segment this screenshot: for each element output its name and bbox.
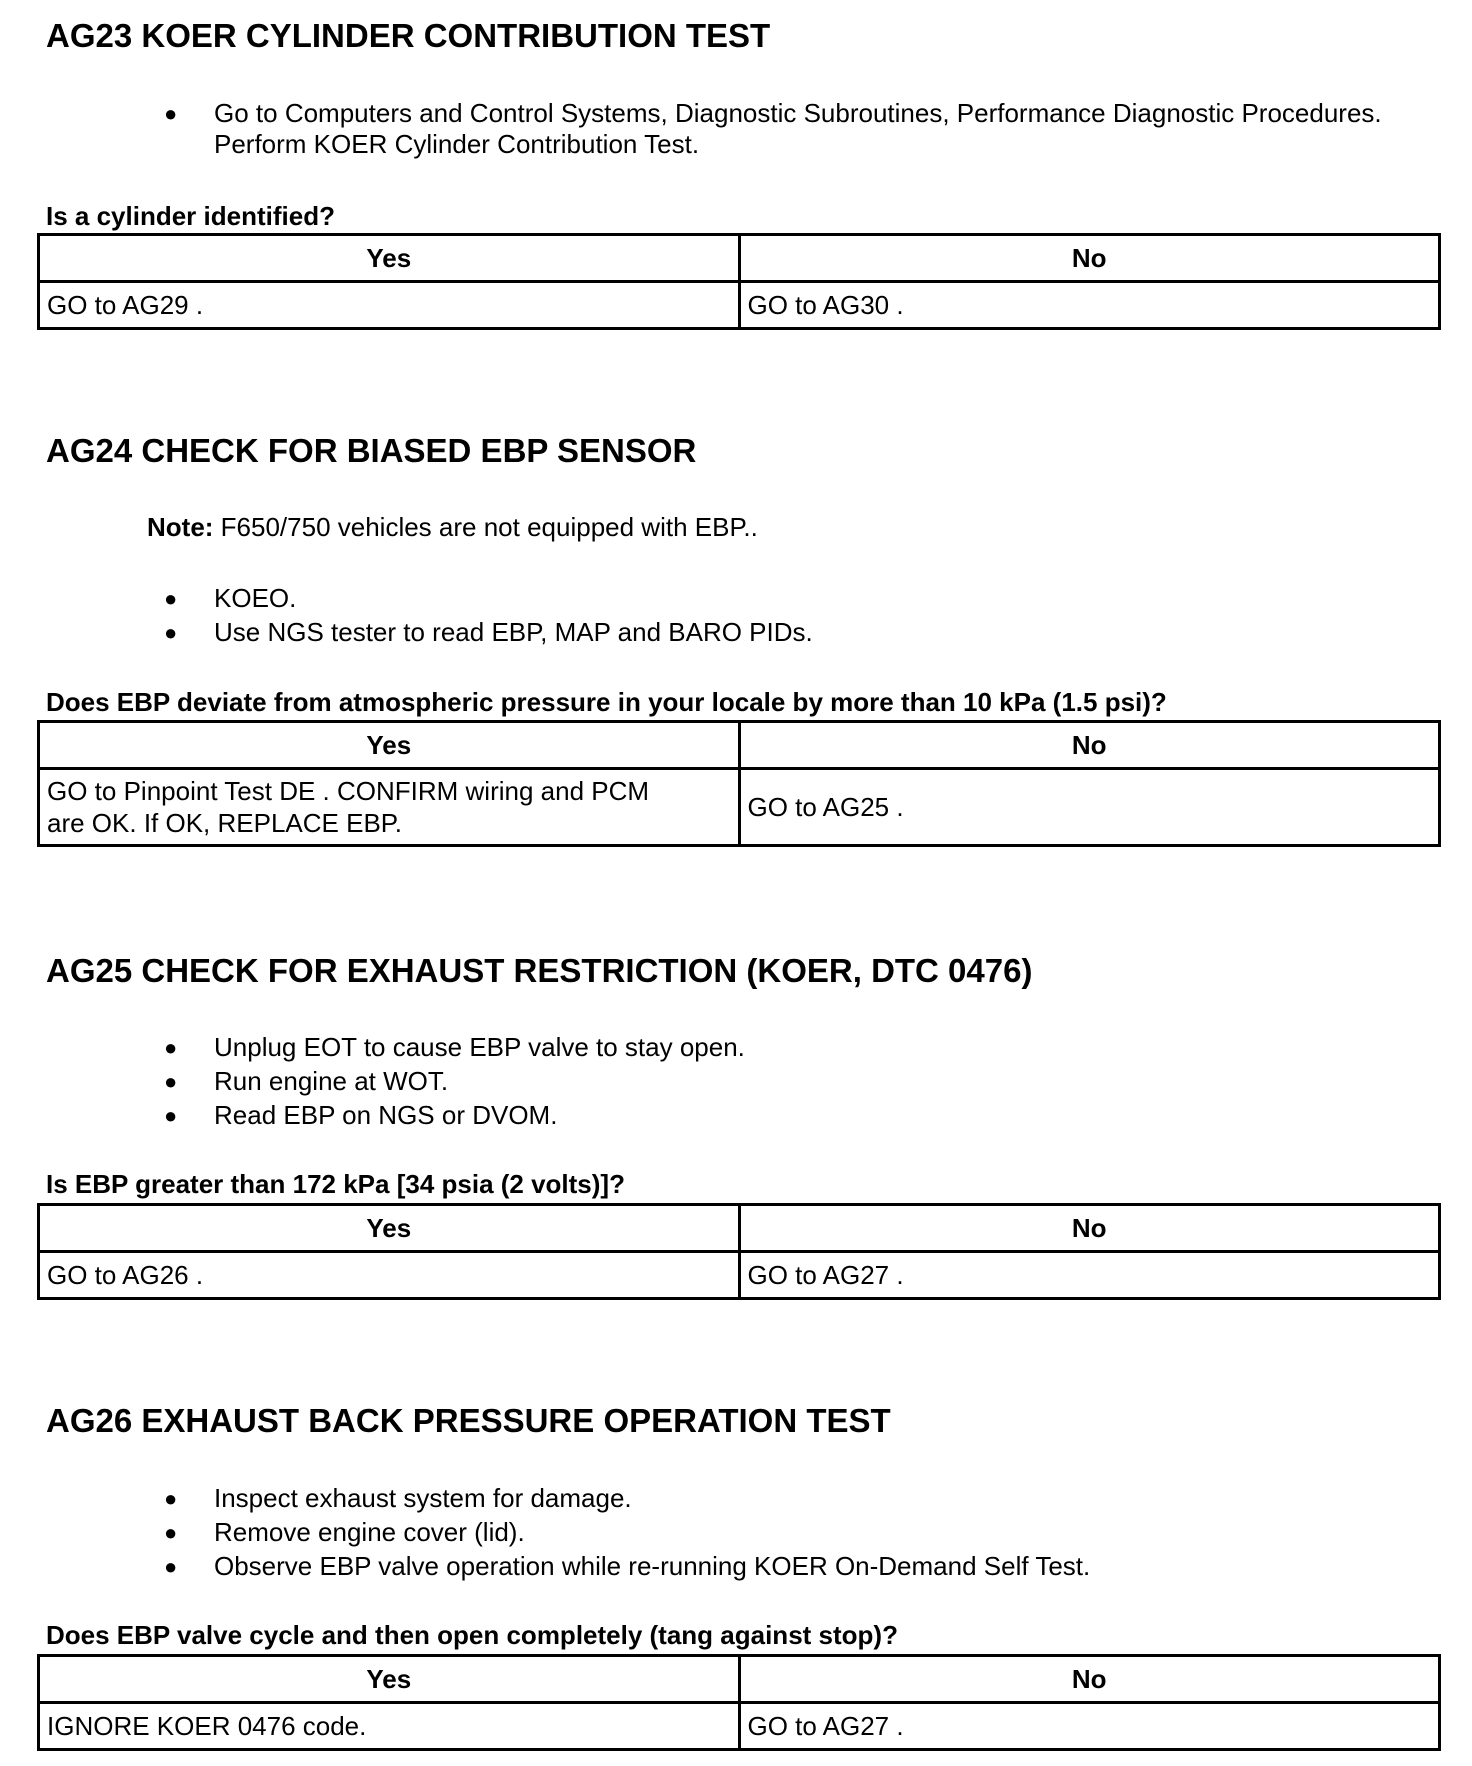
list-item: ● Unplug EOT to cause EBP valve to stay open. [164,1032,745,1062]
answer-table [37,233,1441,330]
question-text: Does EBP valve cycle and then open completely (tang against stop)? [46,1620,898,1650]
bullet-icon: ● [164,1486,178,1511]
bullet-icon: ● [164,1035,178,1060]
bullet-icon: ● [164,1103,178,1128]
no-cell: GO to AG25 . [739,769,1440,846]
no-header: No [739,722,1440,769]
bullet-icon: ● [164,620,178,645]
yes-cell: GO to AG29 . [39,282,740,329]
list-item: ● Inspect exhaust system for damage. [164,1483,632,1513]
note-label: Note: [147,512,214,542]
no-cell: GO to AG27 . [739,1252,1440,1299]
section-heading: AG26 EXHAUST BACK PRESSURE OPERATION TEST [46,1402,891,1439]
answer-table [37,1654,1441,1751]
section-heading: AG24 CHECK FOR BIASED EBP SENSOR [46,432,697,469]
no-header: No [739,1205,1440,1252]
answer-table [37,720,1441,847]
note-text: F650/750 vehicles are not equipped with EBP.. [213,512,758,542]
no-cell: GO to AG30 . [739,282,1440,329]
bullet-icon: ● [164,101,178,126]
yes-header: Yes [39,1656,740,1703]
yes-cell: GO to Pinpoint Test DE . CONFIRM wiring and PCM are OK. If OK, REPLACE EBP. [39,769,740,846]
step-list [0,97,1382,161]
no-header: No [739,1656,1440,1703]
answer-table [37,1203,1441,1300]
yes-header: Yes [39,1205,740,1252]
yes-header: Yes [39,235,740,282]
list-item: ● Observe EBP valve operation while re-running KOER On-Demand Self Test. [164,1551,1091,1581]
yes-cell: IGNORE KOER 0476 code. [39,1703,740,1750]
section-heading: AG25 CHECK FOR EXHAUST RESTRICTION (KOER, DTC 0476) [46,952,1033,989]
bullet-icon: ● [164,1554,178,1579]
list-item: ● Read EBP on NGS or DVOM. [164,1100,558,1130]
bullet-icon: ● [164,1520,178,1545]
step-list [0,1031,745,1132]
question-text: Is EBP greater than 172 kPa [34 psia (2 volts)]? [46,1169,625,1199]
question-text: Does EBP deviate from atmospheric pressure in your locale by more than 10 kPa (1.5 psi)? [46,687,1167,717]
section-heading: AG23 KOER CYLINDER CONTRIBUTION TEST [46,17,771,54]
note [147,511,758,543]
yes-cell: GO to AG26 . [39,1252,740,1299]
list-item: ● Run engine at WOT. [164,1066,449,1096]
bullet-icon: ● [164,1069,178,1094]
no-header: No [739,235,1440,282]
list-item: ● KOEO. [164,583,297,613]
no-cell: GO to AG27 . [739,1703,1440,1750]
bullet-icon: ● [164,586,178,611]
list-item: ● Go to Computers and Control Systems, Diagnostic Subroutines, Performance Diagnostic Procedures. Perform KOER Cylinder Contribution Test. [164,98,1382,159]
yes-header: Yes [39,722,740,769]
step-list [0,582,813,649]
list-item: ● Use NGS tester to read EBP, MAP and BARO PIDs. [164,617,813,647]
list-item: ● Remove engine cover (lid). [164,1517,525,1547]
step-list [0,1482,1090,1583]
question-text: Is a cylinder identified? [46,201,335,231]
